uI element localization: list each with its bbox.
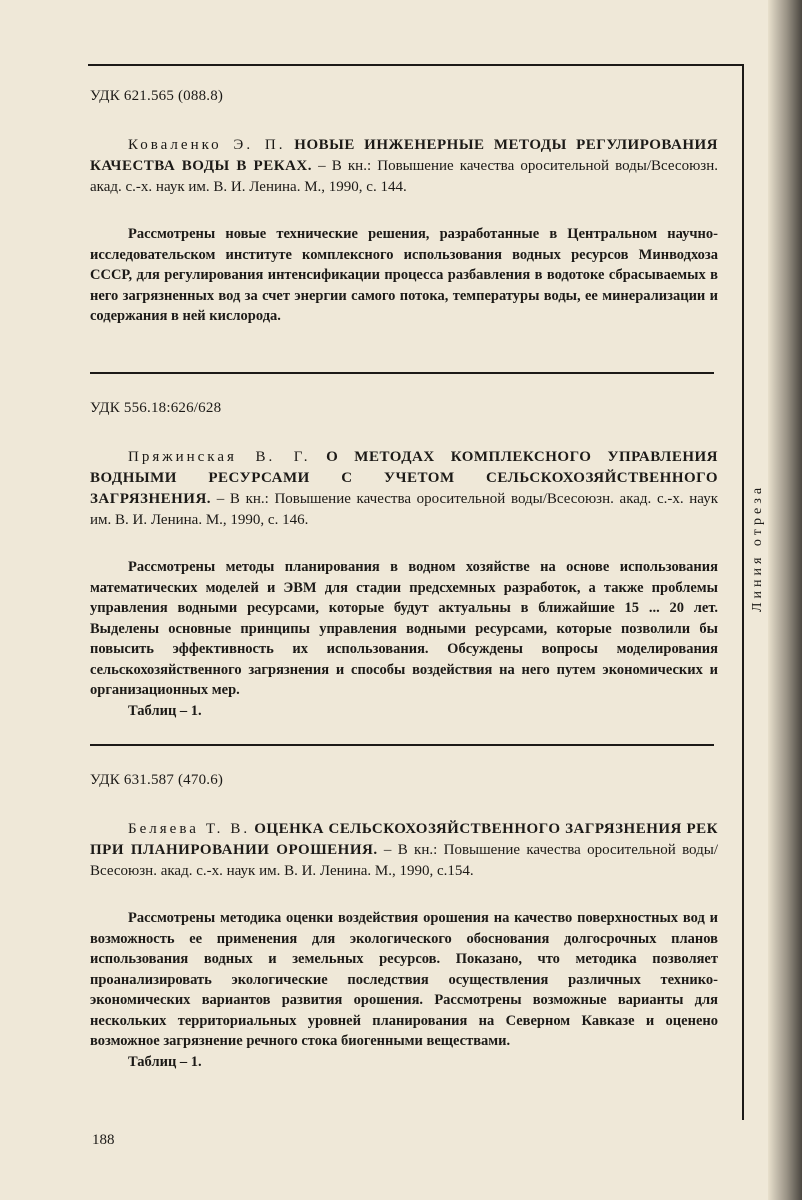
author: Пряжинская В. Г. — [128, 449, 311, 465]
abstract-text: Рассмотрены методы планирования в водном хозяйстве на основе использования математических моделей и ЭВМ для стадии предсхемных разработок, а также проблемы управления водными ресурсами, которые будут актуальны в ближайшие 15 ... 20 лет. Выделены основные принципы управления водными ресурсами, которые позволили бы повысить эффективность их использования. Обсуждены вопросы моделирования сельскохозяйственного загрязнения и способы воздействия на него путем экономических и организационных мер. — [90, 559, 718, 698]
source-reference: – В кн.: Повышение качества оросительной воды/Всесоюзн. акад. с.-х. наук им. В. И. Ленина. М., 1990, с. 144. — [90, 158, 718, 195]
entry-separator — [90, 372, 714, 374]
udc-code: УДК 556.18:626/628 — [90, 400, 222, 416]
source-reference: – В кн.: Повышение качества оросительной воды/Всесоюзн. акад. с.-х. наук им. В. И. Ленина. М., 1990, с. 146. — [90, 491, 718, 528]
tables-count: Таблиц – 1. — [128, 702, 202, 719]
udc-code: УДК 631.587 (470.6) — [90, 772, 224, 788]
abstract-entry-3 — [90, 772, 718, 1072]
abstract-entry-2 — [90, 400, 718, 721]
article-title: ОЦЕНКА СЕЛЬСКОХОЗЯЙСТВЕННОГО ЗАГРЯЗНЕНИЯ РЕК ПРИ ПЛАНИРОВАНИИ ОРОШЕНИЯ. — [90, 821, 718, 858]
page-edge-shadow — [768, 0, 802, 1200]
abstract-entry-1 — [90, 88, 718, 327]
bibliographic-record — [90, 447, 718, 531]
source-reference: – В кн.: Повышение качества оросительной воды/ Всесоюзн. акад. с.-х. наук им. В. И. Ленина. М., 1990, с.154. — [90, 842, 719, 879]
abstract-text: Рассмотрены новые технические решения, разработанные в Центральном научно-исследовательском институте комплексного использования водных ресурсов Минводхоза СССР, для регулирования интенсификации процесса разбавления в водотоке сбрасываемых в него загрязненных вод за счет энергии самого потока, температуры воды, ее минерализации и содержания в ней кислорода. — [90, 226, 718, 324]
bibliographic-record — [90, 135, 718, 198]
tables-count: Таблиц – 1. — [128, 1053, 202, 1070]
abstract-text: Рассмотрены методика оценки воздействия орошения на качество поверхностных вод и возможность ее применения для экологического обоснования долгосрочных планов использования водных и земельных ресурсов. Показано, что методика позволяет проанализировать экологические последствия осуществления различных технико-экономических вариантов развития орошения. Рассмотрены возможные варианты для нескольких территориальных уровней планирования на Северном Кавказе и оценено возможное загрязнение речного стока биогенными веществами. — [90, 910, 718, 1049]
article-title: НОВЫЕ ИНЖЕНЕРНЫЕ МЕТОДЫ РЕГУЛИРОВАНИЯ КАЧЕСТВА ВОДЫ В РЕКАХ. — [90, 137, 718, 174]
entry-separator — [90, 744, 714, 746]
article-title: О МЕТОДАХ КОМПЛЕКСНОГО УПРАВЛЕНИЯ ВОДНЫМИ РЕСУРСАМИ С УЧЕТОМ СЕЛЬСКОХОЗЯЙСТВЕННОГО ЗАГРЯЗНЕНИЯ. — [90, 449, 718, 507]
page-number: 188 — [92, 1132, 115, 1148]
author: Коваленко Э. П. — [128, 137, 286, 153]
bibliographic-record — [90, 819, 718, 882]
udc-code: УДК 621.565 (088.8) — [90, 88, 224, 104]
cut-line-label: Линия отреза — [750, 483, 765, 612]
author: Беляева Т. В. — [128, 821, 251, 837]
